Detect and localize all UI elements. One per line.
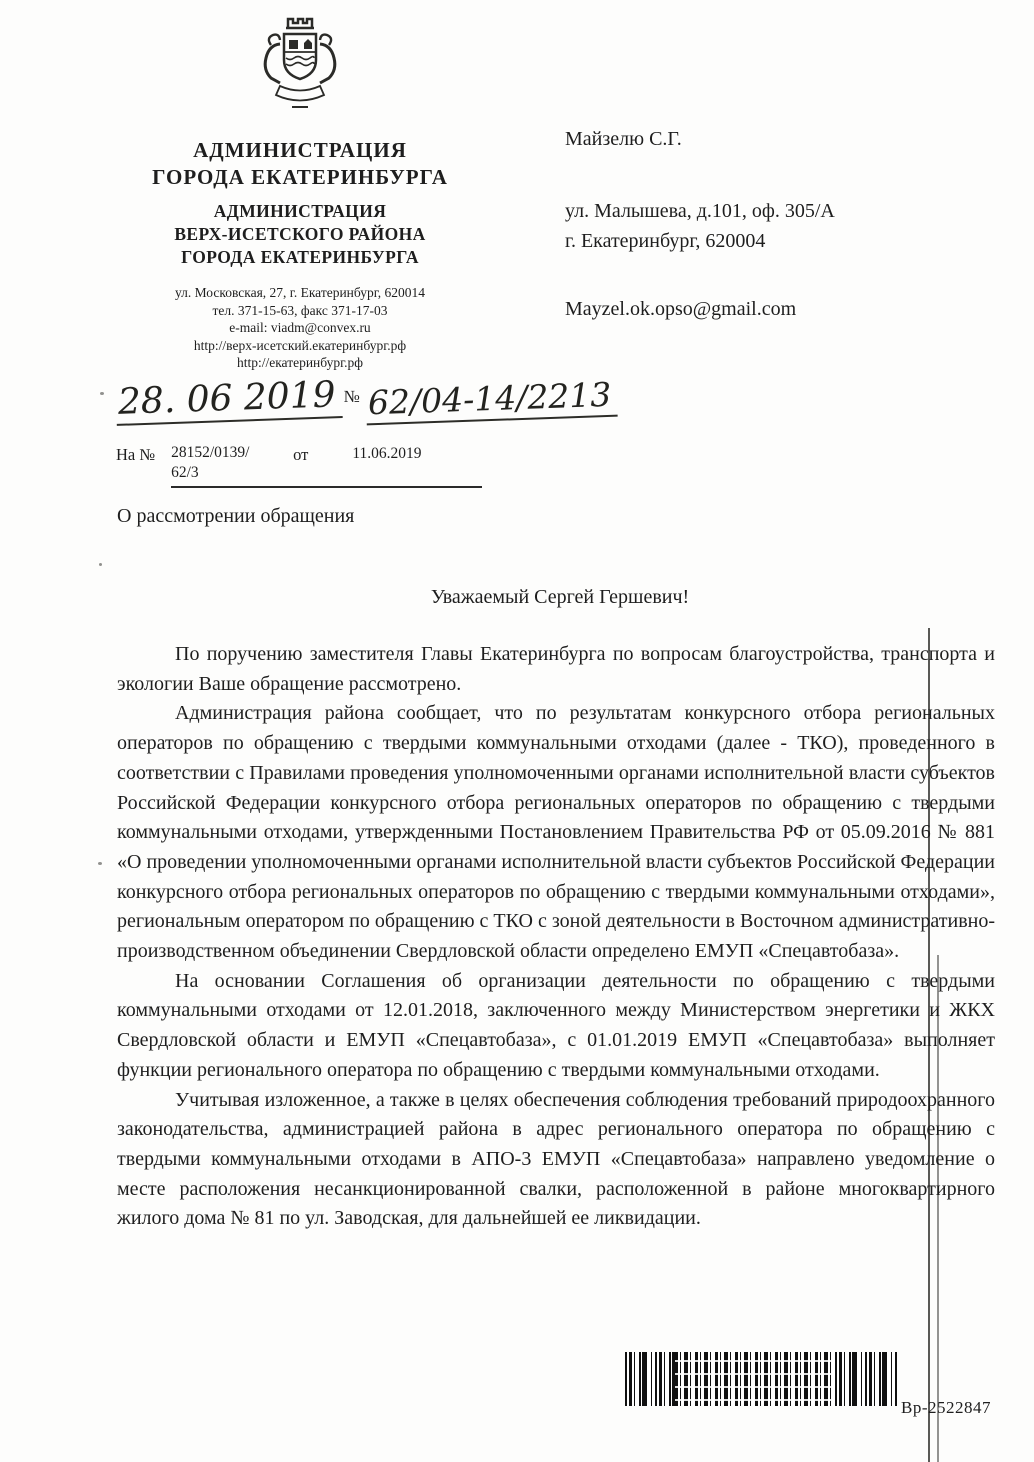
letter-body bbox=[117, 640, 995, 1234]
sender-letterhead bbox=[85, 12, 515, 372]
coat-of-arms-icon bbox=[252, 12, 348, 123]
incoming-number bbox=[171, 443, 289, 483]
incoming-reference-fields bbox=[171, 443, 481, 488]
org-name-district-line: ВЕРХ-ИСЕТСКОГО РАЙОНА bbox=[174, 224, 426, 244]
scan-speck bbox=[99, 563, 102, 566]
sender-contact-block bbox=[85, 284, 515, 372]
numero-sign: № bbox=[343, 387, 360, 406]
outgoing-number-handwritten: 62/04-14/2213 bbox=[365, 375, 618, 426]
sender-website-district: http://верх-исетский.екатеринбург.рф bbox=[193, 337, 407, 353]
recipient-address-line: г. Екатеринбург, 620004 bbox=[565, 230, 766, 252]
incoming-reference-label: На № bbox=[116, 445, 156, 464]
body-paragraph: Администрация района сообщает, что по результатам конкурсного отбора региональных операторов по обращению с твердыми коммунальными отходами (далее - ТКО), проведенного в соответствии с Правилами проведения уполномоченными органами исполнительной власти субъектов Российской Федерации конкурсного отбора региональных операторов по обращению с твердыми коммунальными отходами, утвержденными Постановлением Правительства РФ от 05.09.2016 № 881 «О проведении уполномоченными органами исполнительной власти субъектов Российской Федерации конкурсного отбора региональных операторов по обращению с твердыми коммунальными отходами», региональным оператором по обращению с ТКО с зоной деятельности в Восточном административно-производственном объединении Свердловской области определено ЕМУП «Спецавтобаза». bbox=[117, 702, 995, 963]
recipient-email: Mayzel.ok.opso@gmail.com bbox=[565, 298, 797, 320]
incoming-number-line: 28152/0139/ bbox=[171, 444, 250, 461]
sender-phone-fax: тел. 371-15-63, факс 371-17-03 bbox=[212, 302, 388, 318]
outgoing-reference-row bbox=[116, 374, 617, 423]
body-paragraph: Учитывая изложенное, а также в целях обеспечения соблюдения требований природоохранного законодательства, администрацией района в адрес регионального оператора по обращению с твердыми коммунальными отходами в АПО-3 ЕМУП «Спецавтобаза» направлено уведомление о месте расположения несанкционированной свалки, расположенной в районе многоквартирного жилого дома № 81 по ул. Заводская, для дальнейшей ее ликвидации. bbox=[117, 1088, 995, 1230]
body-paragraph: По поручению заместителя Главы Екатеринбурга по вопросам благоустройства, транспорта и экологии Ваше обращение рассмотрено. bbox=[117, 643, 995, 695]
org-name-district-line: АДМИНИСТРАЦИЯ bbox=[213, 201, 387, 221]
recipient-name: Майзелю С.Г. bbox=[565, 128, 682, 150]
org-name-district bbox=[85, 200, 515, 269]
sender-postal-address: ул. Московская, 27, г. Екатеринбург, 620014 bbox=[174, 285, 426, 300]
document-barcode bbox=[625, 1352, 897, 1406]
incoming-date: 11.06.2019 bbox=[352, 445, 422, 462]
subject-line: О рассмотрении обращения bbox=[117, 505, 355, 527]
org-name-city-line: ГОРОДА ЕКАТЕРИНБУРГА bbox=[152, 165, 448, 189]
salutation: Уважаемый Сергей Гершевич! bbox=[430, 586, 690, 608]
registration-code: Вр-2522847 bbox=[901, 1398, 991, 1417]
sender-email: e-mail: viadm@convex.ru bbox=[229, 320, 371, 335]
org-name-district-line: ГОРОДА ЕКАТЕРИНБУРГА bbox=[181, 247, 419, 267]
recipient-block bbox=[565, 126, 965, 321]
incoming-from-label: от bbox=[293, 445, 309, 464]
scan-speck bbox=[98, 862, 102, 865]
body-paragraph: На основании Соглашения об организации деятельности по обращению с твердыми коммунальными отходами от 12.01.2018, заключенного между Министерством энергетики и ЖКХ Свердловской области и ЕМУП «Спецавтобаза», с 01.01.2019 ЕМУП «Спецавтобаза» выполняет функции регионального оператора по обращению с твердыми коммунальными отходами. bbox=[117, 969, 995, 1081]
scan-speck bbox=[100, 392, 104, 395]
org-name-city-line: АДМИНИСТРАЦИЯ bbox=[193, 138, 407, 162]
incoming-number-line: 62/3 bbox=[171, 464, 199, 481]
recipient-address-line: ул. Малышева, д.101, оф. 305/А bbox=[565, 200, 835, 222]
outgoing-date-handwritten: 28. 06 2019 bbox=[115, 374, 342, 426]
sender-website-city: http://екатеринбург.рф bbox=[236, 355, 364, 370]
recipient-address bbox=[565, 196, 965, 256]
incoming-reference-row bbox=[116, 443, 482, 488]
org-name-city bbox=[85, 137, 515, 191]
